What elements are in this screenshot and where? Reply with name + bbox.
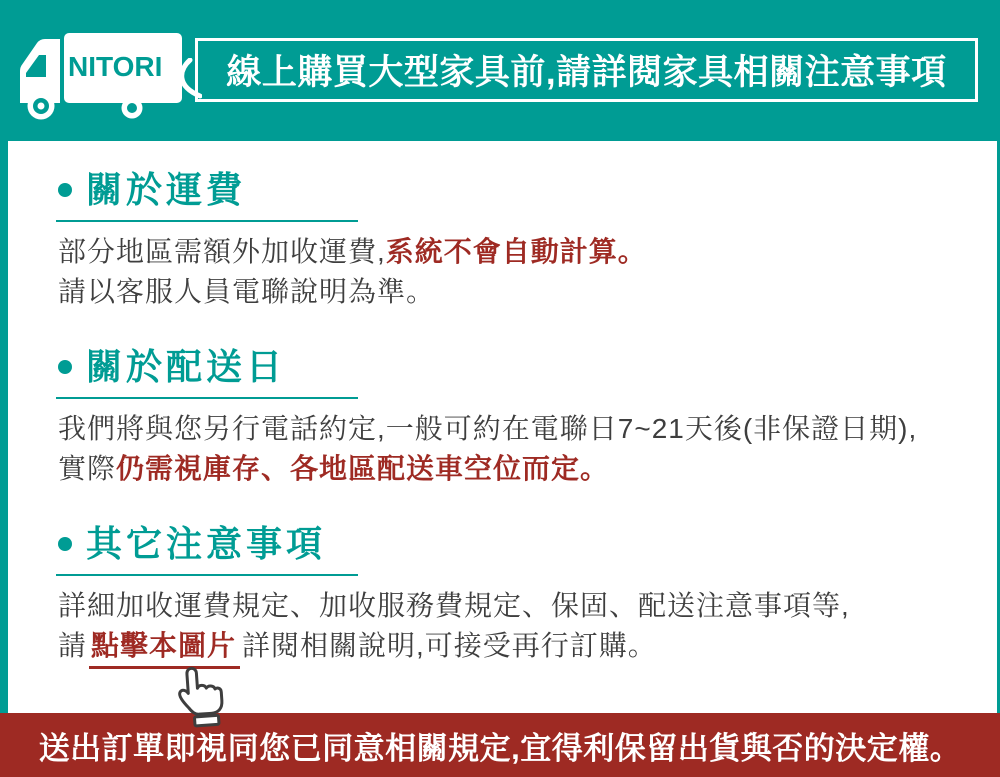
section-other-notes [58, 522, 997, 669]
body-text: 請 [58, 630, 88, 661]
header-title-box [195, 38, 978, 102]
body-text: 部分地區需額外加收運費, [58, 236, 386, 267]
hand-pointer-icon [166, 663, 236, 729]
bullet-icon [58, 183, 72, 197]
highlight-text: 系統不會自動計算。 [385, 236, 647, 267]
click-this-image-link[interactable]: 點擊本圖片 [89, 629, 240, 669]
section-heading-shipping-fee [58, 168, 997, 212]
heading-underline [56, 220, 358, 222]
body-text: 詳閱相關說明,可接受再行訂購。 [242, 630, 657, 661]
body-line [58, 449, 997, 489]
body-text: 實際 [58, 453, 117, 484]
section-heading-other-notes [58, 522, 997, 566]
body-line [58, 409, 997, 449]
bullet-icon [58, 360, 72, 374]
heading-underline [56, 574, 358, 576]
highlight-text: 仍需視庫存、各地區配送車空位而定。 [116, 453, 610, 484]
bullet-icon [58, 537, 72, 551]
body-line [58, 586, 997, 626]
nitori-truck-icon [18, 31, 186, 123]
heading-underline [56, 397, 358, 399]
heading-text: 關於配送日 [86, 346, 287, 387]
body-text: 請以客服人員電聯說明為準。 [58, 276, 436, 307]
notice-content [0, 141, 1000, 713]
page-title: 線上購買大型家具前,請詳閱家具相關注意事項 [226, 53, 947, 92]
footer-bar [0, 713, 1000, 777]
heading-text: 關於運費 [86, 169, 247, 210]
body-line [58, 232, 997, 272]
footer-text: 送出訂單即視同您已同意相關規定,宜得利保留出貨與否的決定權。 [38, 730, 962, 766]
section-delivery-date [58, 345, 997, 489]
header [0, 0, 1000, 141]
section-shipping-fee [58, 168, 997, 312]
heading-text: 其它注意事項 [86, 523, 327, 564]
section-heading-delivery-date [58, 345, 997, 389]
nitori-logo-text: NITORI [68, 51, 163, 82]
body-line [58, 272, 997, 312]
body-text: 詳細加收運費規定、加收服務費規定、保固、配送注意事項等, [58, 590, 850, 621]
body-text: 我們將與您另行電話約定,一般可約在電聯日7~21天後(非保證日期), [58, 413, 918, 444]
hand-pointer-wrap [166, 663, 236, 729]
